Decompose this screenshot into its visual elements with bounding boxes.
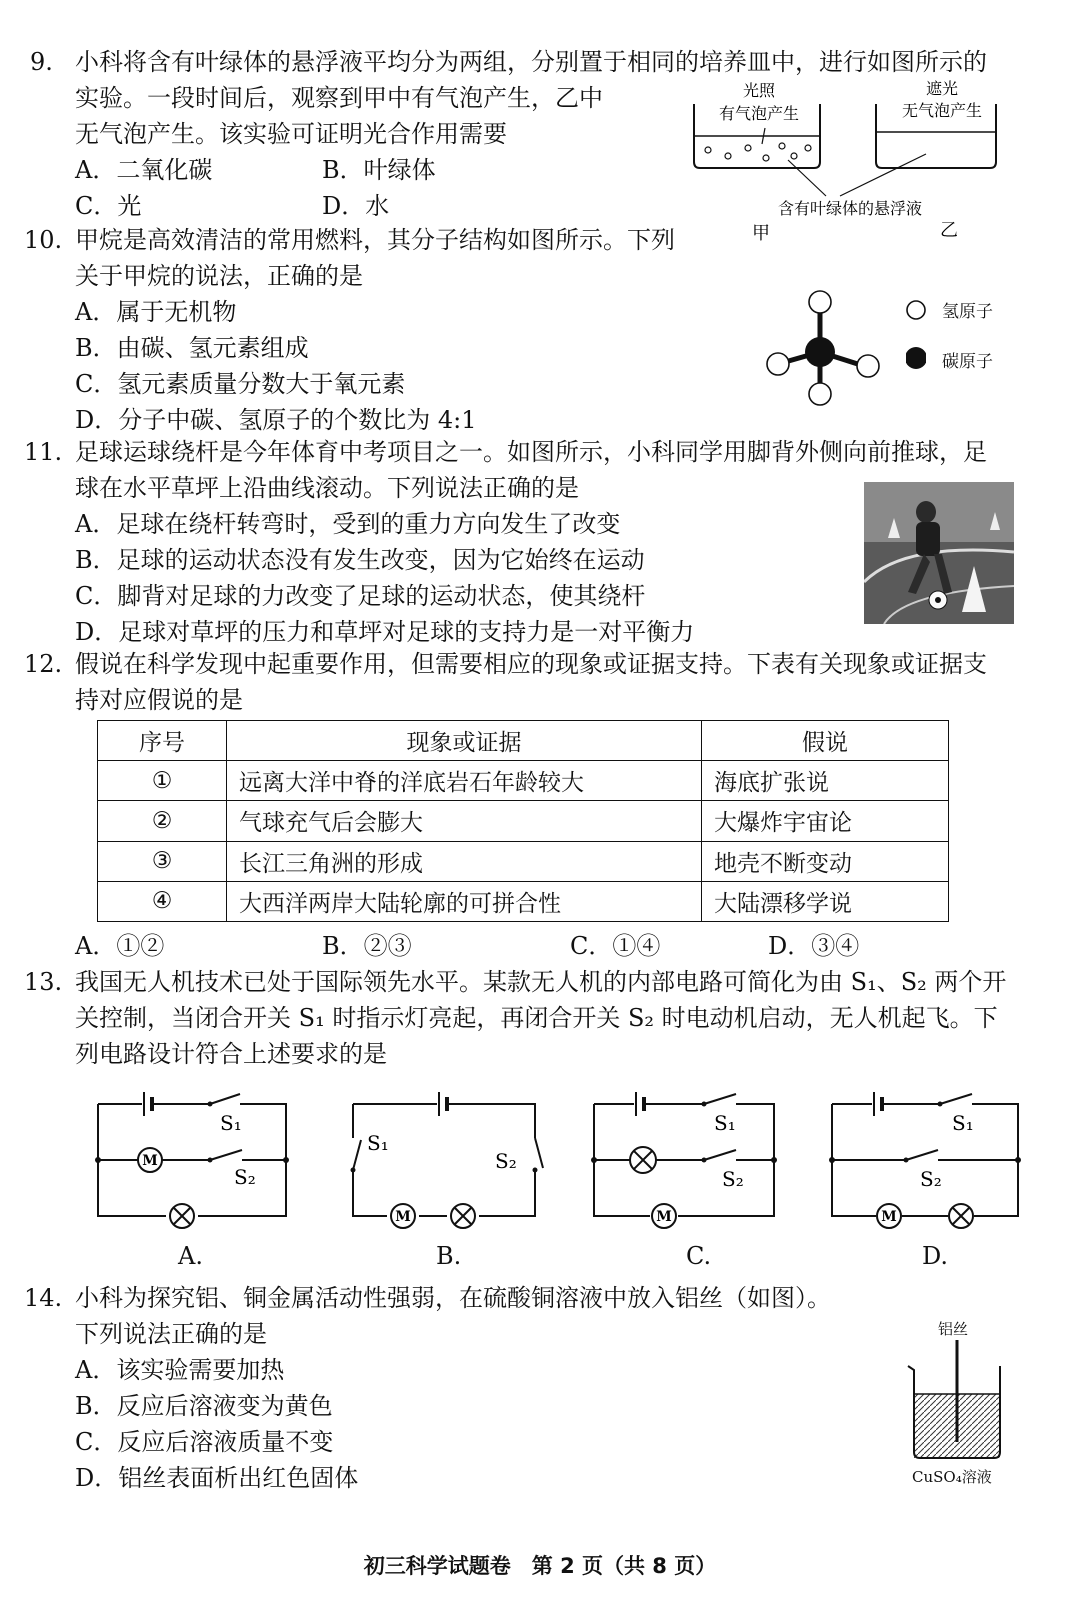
svg-text:M: M — [142, 1153, 158, 1169]
motor-icon — [652, 1204, 676, 1228]
q11-football-photo — [864, 482, 1014, 624]
q9-dark-label: 遮光 — [925, 79, 959, 98]
q11-option-b: B．足球的运动状态没有发生改变，因为它始终在运动 — [75, 546, 645, 574]
q14-option-d: D．铝丝表面析出红色固体 — [75, 1464, 359, 1492]
switch-s2-label: S₂ — [722, 1167, 744, 1191]
table-header-index: 序号 — [98, 721, 227, 761]
q11-option-a: A．足球在绕杆转弯时，受到的重力方向发生了改变 — [75, 510, 621, 538]
svg-text:M: M — [881, 1209, 897, 1225]
table-cell-evidence: 长江三角洲的形成 — [227, 841, 702, 881]
table-header-evidence: 现象或证据 — [227, 721, 702, 761]
svg-text:M: M — [395, 1209, 411, 1225]
hydrogen-icon — [907, 301, 925, 319]
q9-light-label: 光照 — [742, 81, 776, 100]
table-cell-evidence: 远离大洋中脊的洋底岩石年龄较大 — [227, 761, 702, 801]
q14-wire-label: 铝丝 — [938, 1320, 969, 1338]
q13-label-a: A. — [178, 1242, 203, 1270]
q10-legend-hydrogen: 氢原子 — [942, 302, 993, 322]
q9-bubbles-label: 有气泡产生 — [718, 104, 800, 123]
q9-figure-petri-dishes — [690, 76, 1040, 246]
motor-icon — [391, 1204, 415, 1228]
q14-solution-label: CuSO₄溶液 — [912, 1468, 992, 1486]
q13-label-d: D. — [922, 1242, 949, 1270]
table-cell-evidence: 大西洋两岸大陆轮廓的可拼合性 — [227, 881, 702, 921]
q13-stem-line1: 我国无人机技术已处于国际领先水平。某款无人机的内部电路可简化为由 S₁、S₂ 两个开 — [75, 968, 1007, 996]
q10-number: 10. — [24, 226, 63, 254]
q9-stem-line1: 小科将含有叶绿体的悬浮液平均分为两组，分别置于相同的培养皿中，进行如图所示的 — [75, 48, 987, 76]
switch-s2-label: S₂ — [920, 1167, 942, 1191]
table-cell-hypothesis: 地壳不断变动 — [702, 841, 949, 881]
q12-stem-line1: 假说在科学发现中起重要作用，但需要相应的现象或证据支持。下表有关现象或证据支 — [75, 650, 987, 678]
q10-legend-carbon: 碳原子 — [942, 352, 993, 372]
switch-s1-label: S₁ — [952, 1111, 974, 1135]
table-cell-evidence: 气球充气后会膨大 — [227, 801, 702, 841]
lamp-icon — [630, 1147, 656, 1173]
q14-number: 14. — [24, 1284, 63, 1312]
q11-option-c: C．脚背对足球的力改变了足球的运动状态，使其绕杆 — [75, 582, 646, 610]
q11-option-d: D．足球对草坪的压力和草坪对足球的支持力是一对平衡力 — [75, 618, 695, 646]
switch-s1-label: S₁ — [714, 1111, 736, 1135]
q14-option-c: C．反应后溶液质量不变 — [75, 1428, 334, 1456]
q14-stem-line1: 小科为探究铝、铜金属活动性强弱，在硫酸铜溶液中放入铝丝（如图）。 — [75, 1284, 831, 1312]
q9-option-a: A．二氧化碳 — [75, 156, 213, 184]
q9-option-b: B．叶绿体 — [322, 156, 436, 184]
q10-stem-line1: 甲烷是高效清洁的常用燃料，其分子结构如图所示。下列 — [75, 226, 675, 254]
q14-option-b: B．反应后溶液变为黄色 — [75, 1392, 333, 1420]
q12-option-d: D．③④ — [768, 932, 860, 960]
q9-label-yi: 乙 — [940, 220, 958, 241]
q9-stem-line2: 实验。一段时间后，观察到甲中有气泡产生，乙中 — [75, 84, 603, 112]
q14-beaker-figure — [900, 1340, 1010, 1470]
q11-stem-line2: 球在水平草坪上沿曲线滚动。下列说法正确的是 — [75, 474, 579, 502]
q9-option-d: D．水 — [322, 192, 390, 220]
table-header-row — [98, 721, 949, 761]
table-cell-hypothesis: 大爆炸宇宙论 — [702, 801, 949, 841]
q12-number: 12. — [24, 650, 63, 678]
table-cell-hypothesis: 海底扩张说 — [702, 761, 949, 801]
switch-s2-label: S₂ — [234, 1165, 256, 1189]
table-cell-hypothesis: 大陆漂移学说 — [702, 881, 949, 921]
q9-option-c: C．光 — [75, 192, 142, 220]
motor-icon — [138, 1148, 162, 1172]
table-cell-index: ④ — [98, 881, 227, 921]
q10-option-b: B．由碳、氢元素组成 — [75, 334, 309, 362]
q13-circuit-d — [824, 1086, 1034, 1236]
q12-option-c: C．①④ — [570, 932, 661, 960]
q13-circuit-c — [586, 1086, 796, 1236]
table-cell-index: ③ — [98, 841, 227, 881]
q10-legend-markers — [906, 296, 926, 376]
table-cell-index: ② — [98, 801, 227, 841]
q10-option-d: D．分子中碳、氢原子的个数比为 4:1 — [75, 406, 477, 434]
q11-stem-line1: 足球运球绕杆是今年体育中考项目之一。如图所示，小科同学用脚背外侧向前推球，足 — [75, 438, 987, 466]
table-row — [98, 761, 949, 801]
q13-circuit-a — [90, 1086, 300, 1236]
switch-s1-label: S₁ — [220, 1111, 242, 1135]
q9-label-jia: 甲 — [752, 223, 770, 244]
switch-s2-label: S₂ — [495, 1149, 517, 1173]
table-row — [98, 881, 949, 921]
q12-option-b: B．②③ — [322, 932, 412, 960]
motor-icon — [877, 1204, 901, 1228]
switch-s1-label: S₁ — [367, 1131, 389, 1155]
q9-suspension-caption: 含有叶绿体的悬浮液 — [777, 199, 923, 218]
q9-number: 9. — [30, 48, 53, 76]
q9-no-bubbles-label: 无气泡产生 — [901, 101, 983, 120]
q9-stem-line3: 无气泡产生。该实验可证明光合作用需要 — [75, 120, 507, 148]
q13-circuit-b — [345, 1086, 555, 1236]
q12-hypothesis-table — [97, 720, 949, 922]
q10-stem-line2: 关于甲烷的说法，正确的是 — [75, 262, 363, 290]
q13-label-c: C. — [686, 1242, 712, 1270]
carbon-icon — [906, 347, 926, 369]
q13-number: 13. — [24, 968, 63, 996]
svg-text:M: M — [656, 1209, 672, 1225]
lamp-icon — [170, 1204, 194, 1228]
q10-option-a: A．属于无机物 — [75, 298, 237, 326]
table-row — [98, 841, 949, 881]
q12-stem-line2: 持对应假说的是 — [75, 686, 243, 714]
table-cell-index: ① — [98, 761, 227, 801]
table-header-hypothesis: 假说 — [702, 721, 949, 761]
table-row — [98, 801, 949, 841]
q11-number: 11. — [24, 438, 63, 466]
q14-stem-line2: 下列说法正确的是 — [75, 1320, 267, 1348]
page-footer: 初三科学试题卷 第 2 页（共 8 页） — [363, 1554, 717, 1578]
q10-methane-molecule — [760, 284, 890, 412]
lamp-icon — [451, 1204, 475, 1228]
q14-option-a: A．该实验需要加热 — [75, 1356, 285, 1384]
q12-option-a: A．①② — [75, 932, 165, 960]
q13-stem-line2: 关控制，当闭合开关 S₁ 时指示灯亮起，再闭合开关 S₂ 时电动机启动，无人机起飞。下 — [75, 1004, 998, 1032]
lamp-icon — [949, 1204, 973, 1228]
q13-label-b: B. — [436, 1242, 462, 1270]
q10-option-c: C．氢元素质量分数大于氧元素 — [75, 370, 406, 398]
q13-stem-line3: 列电路设计符合上述要求的是 — [75, 1040, 387, 1068]
